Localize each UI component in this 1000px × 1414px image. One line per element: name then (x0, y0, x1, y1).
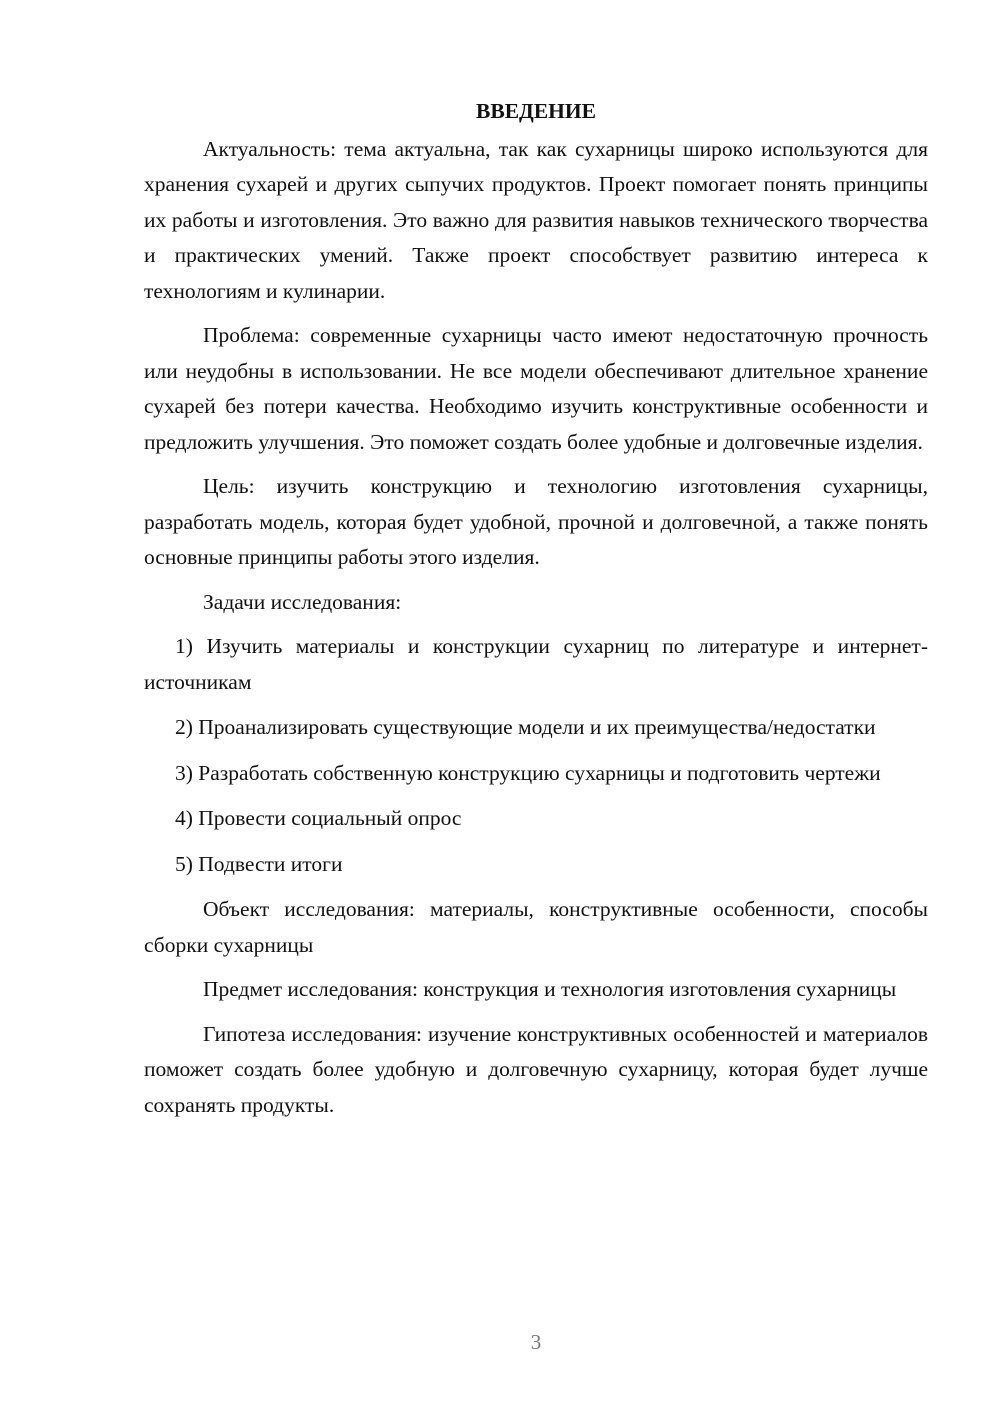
section-title: ВВЕДЕНИЕ (476, 99, 596, 123)
relevance-paragraph: Актуальность: тема актуальна, так как сухарницы широко используются для хранения сухарей и других сыпучих продуктов. Проект помогает понять принципы их работы и изготовления. Это важно для развития навыков технического творчества и практических умений. Также проект способствует развитию интереса к технологиям и кулинарии. (144, 136, 928, 303)
hypothesis-paragraph: Гипотеза исследования: изучение конструктивных особенностей и материалов поможет создать более удобную и долговечную сухарницу, которая будет лучше сохранять продукты. (144, 1021, 928, 1117)
tasks-heading: Задачи исследования: (203, 589, 402, 614)
goal-paragraph: Цель: изучить конструкцию и технологию изготовления сухарницы, разработать модель, которая будет удобной, прочной и долговечной, а также понять основные принципы работы этого изделия. (144, 474, 928, 569)
task-item-4: 4) Провести социальный опрос (175, 806, 462, 830)
task-item-2: 2) Проанализировать существующие модели и их преимущества/недостатки (175, 715, 876, 739)
task-item-3: 3) Разработать собственную конструкцию сухарницы и подготовить чертежи (175, 760, 881, 785)
task-item-1: 1) Изучить материалы и конструкции сухарниц по литературе и интернет-источникам (144, 634, 928, 694)
page-number: 3 (530, 1330, 542, 1354)
problem-paragraph: Проблема: современные сухарницы часто имеют недостаточную прочность или неудобны в использовании. Не все модели обеспечивают длительное хранение сухарей без потери качества. Необходимо изучить конструктивные особенности и предложить улучшения. Это поможет создать более удобные и долговечные изделия. (144, 323, 928, 454)
object-paragraph: Объект исследования: материалы, конструктивные особенности, способы сборки сухарницы (144, 897, 928, 957)
page-content (144, 94, 928, 1132)
subject-paragraph: Предмет исследования: конструкция и технология изготовления сухарницы (203, 977, 897, 1001)
task-item-5: 5) Подвести итоги (175, 851, 343, 876)
